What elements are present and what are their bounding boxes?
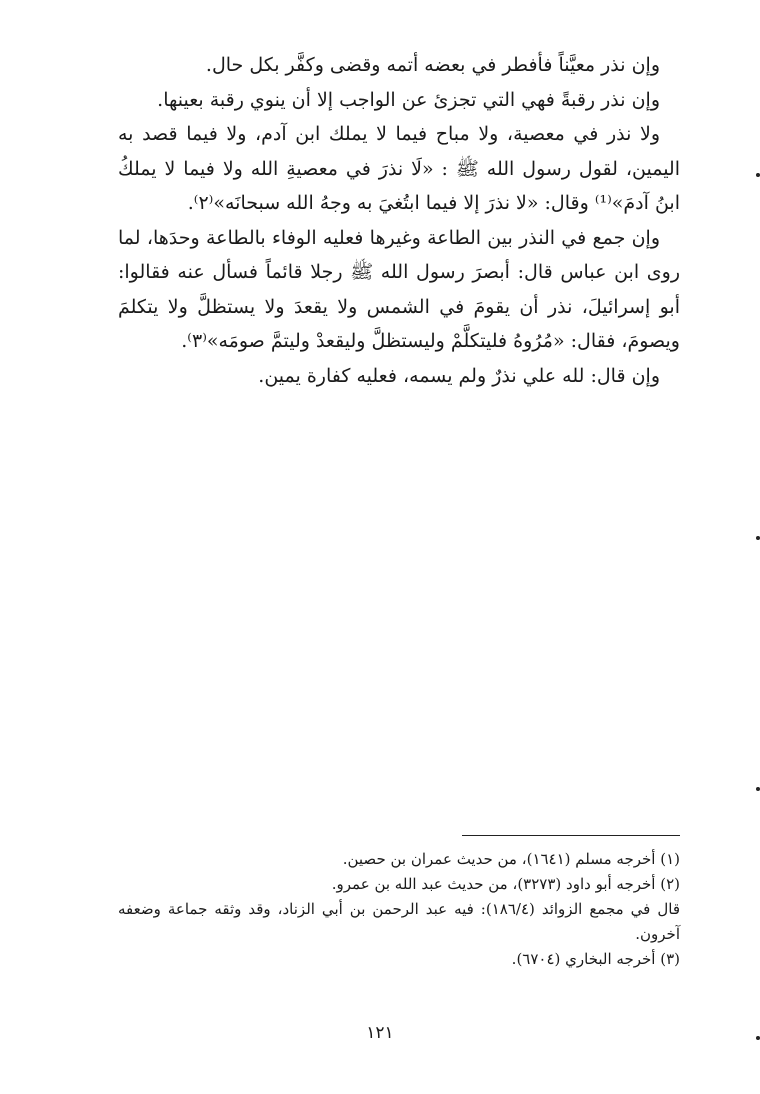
page-number: ١٢١: [366, 1023, 394, 1043]
margin-dot-mark: [756, 1036, 760, 1040]
paragraph-no-vow-in-sin: ولا نذر في معصية، ولا مباح فيما لا يملك ابن آدم، ولا فيما قصد به اليمين، لقول رسول الله ﷺ : «لَا نذرَ في معصيةِ الله ولا فيما لا يملكُ ابنُ آدمَ»⁽¹⁾ وقال: «لا نذرَ إلا فيما ابتُغيَ به وجهُ الله سبحانَه»⁽٢⁾.: [118, 123, 680, 214]
paragraph-vow-slave: وإن نذر رقبةً فهي التي تجزئ عن الواجب إلا أن ينوي رقبة بعينها.: [157, 88, 660, 111]
main-text: [118, 48, 680, 393]
footnote-3: (٣) أخرجه البخاري (٦٧٠٤).: [511, 950, 680, 968]
footnote-divider: [462, 835, 680, 836]
margin-dot-mark: [756, 173, 760, 177]
margin-dot-mark: [756, 787, 760, 791]
footnote-1: (١) أخرجه مسلم (١٦٤١)، من حديث عمران بن حصين.: [342, 850, 680, 868]
footnotes: [118, 847, 680, 972]
footnote-2: (٢) أخرجه أبو داود (٣٢٧٣)، من حديث عبد الله بن عمرو.: [331, 875, 680, 893]
footnote-2-note: قال في مجمع الزوائد (١٨٦/٤): فيه عبد الرحمن بن أبي الزناد، وقد وثقه جماعة وضعفه آخرون.: [118, 900, 680, 943]
paragraph-vow-specific-fast: وإن نذر معيَّناً فأفطر في بعضه أتمه وقضى وكفَّر بكل حال.: [205, 54, 660, 76]
margin-dot-mark: [756, 536, 760, 540]
paragraph-mixed-vow: وإن جمع في النذر بين الطاعة وغيرها فعليه الوفاء بالطاعة وحدَها، لما روى ابن عباس قال: أبصرَ رسول الله ﷺ رجلا قائماً فسأل عنه فقالوا: أبو إسرائيلَ، نذر أن يقومَ في الشمس ولا يقعدَ ولا يستظلَّ ولا يتكلمَ ويصومَ، فقال: «مُرُوهُ فليتكلَّمْ وليستظلَّ وليقعدْ وليتمَّ صومَه»⁽٣⁾.: [118, 226, 680, 352]
paragraph-unnamed-vow: وإن قال: لله علي نذرٌ ولم يسمه، فعليه كفارة يمين.: [258, 364, 660, 387]
